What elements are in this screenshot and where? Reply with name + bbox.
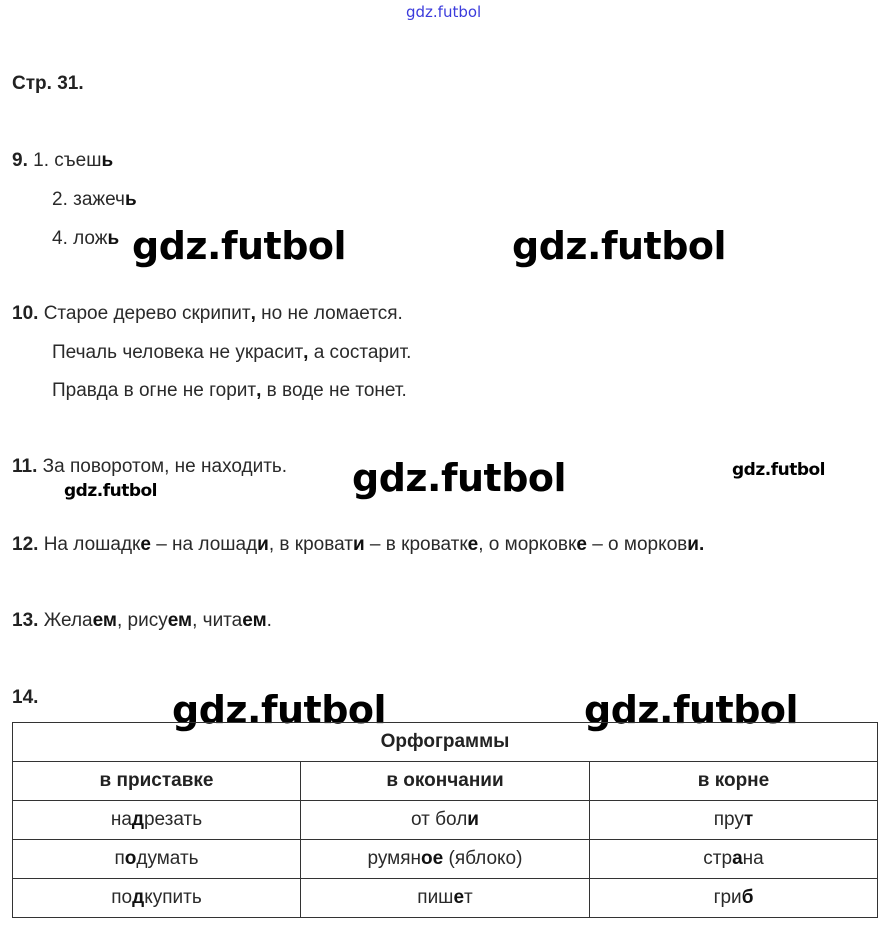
orthogram-table [12, 722, 878, 918]
answer-text: – в кроватк [364, 534, 468, 555]
answer-text: 4. лож [52, 228, 108, 249]
exercise-number: 10. [12, 303, 39, 324]
watermark-top: gdz.futbol [406, 3, 482, 21]
answer-text: , чита [192, 610, 243, 631]
answer-highlight: е [576, 534, 587, 555]
exercise-11 [12, 456, 287, 478]
answer-text: Старое дерево скрипит [43, 303, 251, 324]
exercise-13 [12, 610, 272, 632]
table-cell: румяное (яблоко) [301, 840, 590, 879]
exercise-number: 9. [12, 150, 28, 171]
answer-text: , рису [116, 610, 168, 631]
watermark: gdz.futbol [352, 456, 567, 500]
exercise-number: 11. [12, 456, 38, 477]
answer-highlight: , [303, 342, 309, 363]
watermark: gdz.futbol [64, 481, 157, 501]
column-header: в приставке [13, 762, 301, 801]
table-cell: прут [590, 801, 878, 840]
table-cell: подумать [13, 840, 301, 879]
column-header: в корне [590, 762, 878, 801]
exercise-12: 12. На лошадке – на лошади, в кровати – в кроватке, о морковке – о моркови. [12, 534, 705, 555]
answer-text: . [266, 610, 272, 631]
answer-text: в воде не тонет. [261, 380, 407, 401]
table-cell: страна [590, 840, 878, 879]
answer-highlight: ем [92, 610, 117, 631]
exercise-10-line-3 [52, 380, 407, 402]
watermark: gdz.futbol [732, 460, 825, 480]
answer-text: Правда в огне не горит [52, 380, 257, 401]
watermark: gdz.futbol [132, 224, 347, 268]
table-title-row [13, 723, 878, 762]
table-row [13, 879, 878, 918]
answer-text: На лошадк [43, 534, 141, 555]
answer-highlight: и [687, 534, 699, 555]
watermark: gdz.futbol [172, 688, 387, 732]
watermark: gdz.futbol [512, 224, 727, 268]
answer-text: но не ломается. [255, 303, 403, 324]
answer-highlight: , [250, 303, 256, 324]
answer-highlight: ь [101, 150, 114, 171]
answer-text: а состарит. [308, 342, 412, 363]
table-cell: подкупить [13, 879, 301, 918]
exercise-9-line-3 [52, 228, 119, 250]
table-row [13, 840, 878, 879]
answer-text: 1. съеш [33, 150, 102, 171]
table-title: Орфограммы [13, 723, 878, 762]
table-row [13, 801, 878, 840]
answer-highlight: и [257, 534, 269, 555]
answer-highlight: и [352, 534, 365, 555]
answer-highlight: , [256, 380, 262, 401]
answer-highlight: е [140, 534, 151, 555]
exercise-number: 13. [12, 610, 39, 631]
answer-text: Жела [43, 610, 93, 631]
answer-text: – на лошад [150, 534, 258, 555]
exercise-number: 12. [12, 534, 39, 555]
table-cell: пишет [301, 879, 590, 918]
answer-text: За поворотом, не находить. [42, 456, 288, 477]
exercise-9-line-2 [52, 189, 137, 211]
answer-text: , в крова [268, 534, 345, 555]
exercise-14-number: 14. [12, 687, 39, 708]
watermark: gdz.futbol [584, 688, 799, 732]
answer-highlight: ем [242, 610, 267, 631]
answer-text: 2. зажеч [52, 189, 125, 210]
answer-highlight: ь [124, 189, 137, 210]
table-cell: надрезать [13, 801, 301, 840]
exercise-10-line-1 [12, 303, 403, 325]
column-header: в окончании [301, 762, 590, 801]
answer-text: – о морков [586, 534, 688, 555]
table-header-row [13, 762, 878, 801]
answer-highlight: е [467, 534, 479, 555]
answer-highlight: ем [167, 610, 193, 631]
table-cell: гриб [590, 879, 878, 918]
exercise-9-line-1 [12, 150, 113, 172]
answer-text: т [344, 534, 353, 555]
exercise-10-line-2 [52, 342, 411, 364]
answer-text: Печаль человека не украсит [52, 342, 304, 363]
page-label: Стр. 31. [12, 73, 84, 94]
answer-text: , о морковк [478, 534, 577, 555]
answer-highlight: ь [107, 228, 120, 249]
table-cell: от боли [301, 801, 590, 840]
